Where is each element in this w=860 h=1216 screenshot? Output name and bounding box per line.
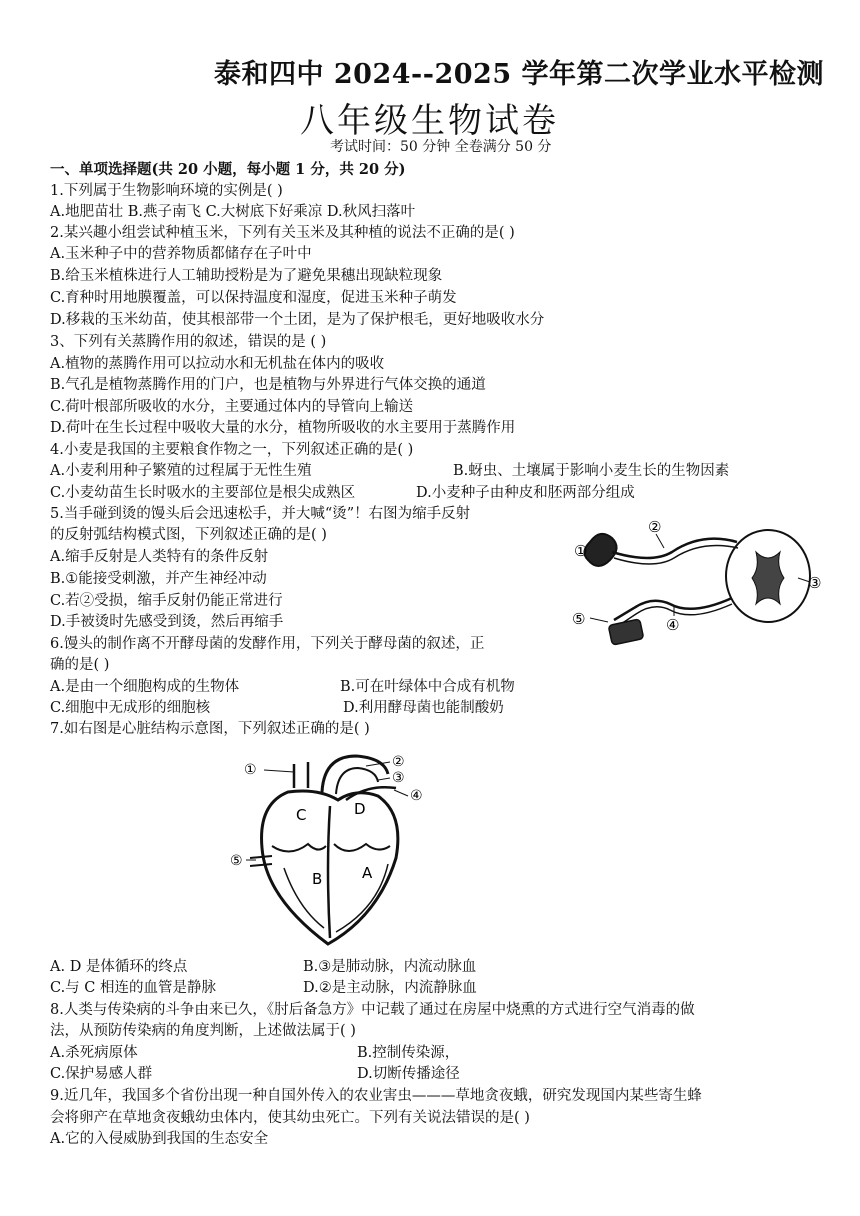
q5-option-d: D.手被烫时先感受到烫，然后再缩手 — [50, 614, 284, 630]
spinal-gray-matter — [752, 552, 784, 604]
q2-stem: 2.某兴趣小组尝试种植玉米，下列有关玉米及其种植的说法不正确的是( ) — [50, 225, 515, 241]
q7-option-d: D.②是主动脉，内流静脉血 — [303, 980, 477, 996]
q5-option-b: B.①能接受刺激，并产生神经冲动 — [50, 571, 267, 587]
q6-option-a: A.是由一个细胞构成的生物体 — [50, 679, 240, 695]
heart-label-4: ④ — [410, 788, 423, 804]
q2-option-b: B.给玉米植株进行人工辅助授粉是为了避免果穗出现缺粒现象 — [50, 268, 443, 284]
q8-option-b: B.控制传染源， — [357, 1045, 460, 1061]
q2-option-c: C.育种时用地膜覆盖，可以保持温度和湿度，促进玉米种子萌发 — [50, 290, 457, 306]
q3-option-d: D.荷叶在生长过程中吸收大量的水分，植物所吸收的水主要用于蒸腾作用 — [50, 420, 516, 436]
q5-stem-line2: 的反射弧结构模式图，下列叙述正确的是( ) — [50, 527, 327, 543]
q8-stem-line1: 8.人类与传染病的斗争由来已久，《肘后备急方》中记载了通过在房屋中烧熏的方式进行空气消毒的做 — [50, 1002, 695, 1018]
reflex-receptor-shape — [584, 534, 616, 566]
heart-chamber-a: A — [362, 864, 373, 882]
q4-option-b: B.蚜虫、土壤属于影响小麦生长的生物因素 — [453, 463, 730, 479]
q6-option-c: C.细胞中无成形的细胞核 — [50, 700, 211, 716]
section-heading: 一、单项选择题(共 20 小题，每小题 1 分，共 20 分) — [50, 161, 406, 178]
reflex-label-2: ② — [648, 518, 662, 536]
q9-stem-line1: 9.近几年，我国多个省份出现一种自国外传入的农业害虫———草地贪夜蛾，研究发现国内某些寄生蜂 — [50, 1088, 702, 1104]
exam-subtitle: 八年级生物试卷 — [300, 101, 559, 141]
heart-septum — [328, 806, 330, 938]
q5-stem-line1: 5.当手碰到烫的馒头后会迅速松手，并大喊“烫”！右图为缩手反射 — [50, 506, 471, 522]
q9-stem-line2: 会将卵产在草地贪夜蛾幼虫体内，使其幼虫死亡。下列有关说法错误的是( ) — [50, 1110, 530, 1126]
q9-option-a: A.它的入侵威胁到我国的生态安全 — [50, 1131, 269, 1147]
exam-title: 泰和四中 2024--2025 学年第二次学业水平检测 — [214, 59, 825, 90]
q8-stem-line2: 法，从预防传染病的角度判断，上述做法属于( ) — [50, 1023, 356, 1039]
heart-diagram — [228, 748, 434, 952]
q8-option-a: A.杀死病原体 — [50, 1045, 138, 1061]
q8-option-c: C.保护易感人群 — [50, 1066, 153, 1082]
q3-option-c: C.荷叶根部所吸收的水分，主要通过体内的导管向上输送 — [50, 399, 414, 415]
q8-option-d: D.切断传播途径 — [357, 1066, 460, 1082]
q5-option-a: A.缩手反射是人类特有的条件反射 — [50, 549, 269, 565]
exam-meta: 考试时间：50 分钟 全卷满分 50 分 — [330, 139, 552, 155]
heart-superior-vena-cava — [294, 762, 308, 788]
q4-option-d: D.小麦种子由种皮和胚两部分组成 — [416, 485, 635, 501]
q4-stem: 4.小麦是我国的主要粮食作物之一，下列叙述正确的是( ) — [50, 442, 414, 458]
heart-label-3: ③ — [392, 770, 405, 786]
q6-option-d: D.利用酵母菌也能制酸奶 — [343, 700, 504, 716]
q2-option-a: A.玉米种子中的营养物质都储存在子叶中 — [50, 246, 312, 262]
q1-stem: 1.下列属于生物影响环境的实例是( ) — [50, 183, 283, 199]
q3-option-a: A.植物的蒸腾作用可以拉动水和无机盐在体内的吸收 — [50, 356, 385, 372]
reflex-arc-diagram — [562, 512, 824, 652]
reflex-label-3: ③ — [808, 574, 822, 592]
q3-option-b: B.气孔是植物蒸腾作用的门户，也是植物与外界进行气体交换的通道 — [50, 377, 486, 393]
q6-option-b: B.可在叶绿体中合成有机物 — [340, 679, 515, 695]
q4-option-a: A.小麦利用种子繁殖的过程属于无性生殖 — [50, 463, 312, 479]
reflex-effector-shape — [608, 619, 643, 645]
q1-options: A.地肥苗壮 B.燕子南飞 C.大树底下好乘凉 D.秋风扫落叶 — [50, 204, 416, 220]
q7-option-b: B.③是肺动脉，内流动脉血 — [303, 959, 477, 975]
q2-option-d: D.移栽的玉米幼苗，使其根部带一个土团，是为了保护根毛，更好地吸收水分 — [50, 312, 545, 328]
q7-option-c: C.与 C 相连的血管是静脉 — [50, 980, 216, 996]
heart-label-1: ① — [244, 762, 257, 778]
heart-chamber-c: C — [296, 806, 307, 824]
q5-option-c: C.若②受损，缩手反射仍能正常进行 — [50, 593, 283, 609]
q7-option-a: A. D 是体循环的终点 — [50, 959, 188, 975]
q6-stem-line2: 确的是( ) — [50, 657, 110, 673]
q6-stem-line1: 6.馒头的制作离不开酵母菌的发酵作用，下列关于酵母菌的叙述，正 — [50, 636, 485, 652]
q7-stem: 7.如右图是心脏结构示意图，下列叙述正确的是( ) — [50, 721, 370, 737]
heart-label-2: ② — [392, 754, 405, 770]
heart-inferior-vena-cava — [250, 856, 272, 866]
heart-chamber-b: B — [312, 870, 323, 888]
q3-stem: 3、下列有关蒸腾作用的叙述，错误的是 ( ) — [50, 334, 327, 350]
reflex-label-5: ⑤ — [572, 610, 586, 628]
reflex-label-1: ① — [574, 542, 588, 560]
heart-chamber-d: D — [354, 800, 366, 818]
heart-label-5: ⑤ — [230, 853, 243, 869]
q4-option-c: C.小麦幼苗生长时吸水的主要部位是根尖成熟区 — [50, 485, 356, 501]
reflex-label-4: ④ — [666, 616, 680, 634]
reflex-afferent-nerve — [612, 539, 737, 558]
